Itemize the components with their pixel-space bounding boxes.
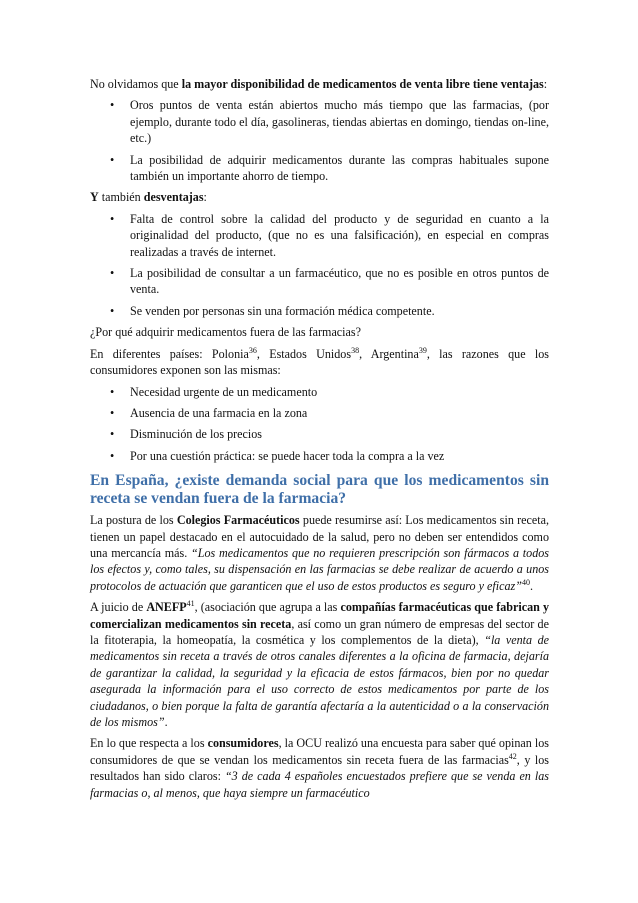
paragraph-countries: En diferentes países: Polonia$^{36}$, Estados Unidos$^{38}$, Argentina$^{39}$, las razones que los consumidores exponen son las mismas: [90, 345, 549, 378]
list-item: • Se venden por personas sin una formación médica competente. [110, 303, 435, 318]
paragraph-colegios: La postura de los Colegios Farmacéuticos puede resumirse así: Los medicamentos sin receta, tienen un papel destacado en el autocuidado de la salud, pero no deben ser entendidos como una mercancía más. “Los medicamentos que no requieren prescripción son fármacos a todos los efectos y, como tales, su dispensación en las farmacias se debe realizar de acuerdo a unos protocolos de actuación que garanticen que el uso de estos productos es seguro y eficaz”$^{40}$. [90, 513, 549, 593]
list-item: • Por una cuestión práctica: se puede hacer toda la compra a la vez [110, 448, 445, 463]
list-item: • La posibilidad de adquirir medicamentos durante las compras habituales supone también un importante ahorro de tiempo. [110, 152, 549, 184]
bullet-icon: • [110, 98, 115, 113]
paragraph-desventajas-intro: Y también desventajas: [90, 190, 207, 205]
paragraph-ventajas-intro: No olvidamos que la mayor disponibilidad de medicamentos de venta libre tiene ventajas: [90, 77, 548, 91]
section-heading: En España, ¿existe demanda social para que los medicamentos sin receta se vendan fuera de la farmacia? [90, 472, 549, 508]
document-body [90, 76, 549, 806]
bullet-icon: • [110, 211, 115, 226]
bullet-icon: • [110, 405, 115, 420]
footnote-ref: 42 [508, 751, 517, 761]
bullet-icon: • [110, 448, 115, 463]
list-item: • Oros puntos de venta están abiertos mucho más tiempo que las farmacias, (por ejemplo, durante todo el día, gasolineras, tiendas abiertas en domingo, tiendas on-line, etc.) [110, 98, 549, 146]
paragraph-question: ¿Por qué adquirir medicamentos fuera de las farmacias? [90, 325, 361, 340]
bullet-icon: • [110, 303, 115, 318]
paragraph-consumidores: En lo que respecta a los consumidores, la OCU realizó una encuesta para saber qué opinan los consumidores de que se vendan los medicamentos sin receta fuera de las farmacias$^{42}$, y los resultados han sido claros: “3 de cada 4 españoles encuestados prefiere que se venda en las farmacias o, al menos, que haya siempre un farmacéutico [90, 736, 549, 800]
list-item: • Necesidad urgente de un medicamento [110, 384, 318, 399]
desventajas-list [90, 211, 549, 319]
footnote-ref: 39 [418, 345, 427, 355]
footnote-ref: 41 [186, 599, 195, 609]
footnote-ref: 38 [351, 345, 360, 355]
footnote-ref: 36 [248, 345, 257, 355]
paragraph-anefp: A juicio de ANEFP$^{41}$, (asociación que agrupa a las compañías farmacéuticas que fabrican y comercializan medicamentos sin receta, así como un gran número de empresas del sector de la fitoterapia, la homeopatía, la cosmética y los complementos de la dieta), “la venta de medicamentos sin receta a través de otros canales diferentes a la oficina de farmacia, dejaría de garantizar la calidad, la seguridad y la eficacia de estos fármacos, bien por no quedar asegurada la información para el uso correcto de estos medicamentos por parte de los ciudadanos, o bien porque la falta de garantía afectaría a la autenticidad o a la conservación de los mismos”. [90, 599, 549, 729]
list-item: • Falta de control sobre la calidad del producto y de seguridad en cuanto a la originalidad del producto, (que no es una falsificación), en especial en compras realizadas a través de internet. [110, 211, 549, 259]
quote: “3 de cada 4 españoles encuestados prefiere que se venda en las farmacias o, al menos, que haya siempre un farmacéutico [90, 769, 549, 800]
ventajas-list [90, 97, 549, 184]
list-item: • Ausencia de una farmacia en la zona [110, 405, 308, 420]
razones-list [90, 384, 549, 465]
bullet-icon: • [110, 266, 115, 281]
list-item: • Disminución de los precios [110, 427, 263, 442]
footnote-ref: 40 [521, 577, 530, 587]
bullet-icon: • [110, 427, 115, 442]
bullet-icon: • [110, 152, 115, 167]
quote: “Los medicamentos que no requieren prescripción son fármacos a todos los efectos y, como tales, su dispensación en las farmacias se debe realizar de acuerdo a unos protocolos de actuación que garanticen que el uso de estos productos es seguro y eficaz” [90, 545, 549, 593]
list-item: • La posibilidad de consultar a un farmacéutico, que no es posible en otros puntos de venta. [110, 266, 549, 297]
quote: “la venta de medicamentos sin receta a través de otros canales diferentes a la oficina de farmacia, dejaría de garantizar la calidad, la seguridad y la eficacia de estos fármacos, bien por no quedar asegurada la información para el uso correcto de estos medicamentos por parte de los ciudadanos, o bien porque la falta de garantía afectaría a la autenticidad o a la conservación de los mismos” [90, 632, 549, 729]
bullet-icon: • [110, 384, 115, 399]
